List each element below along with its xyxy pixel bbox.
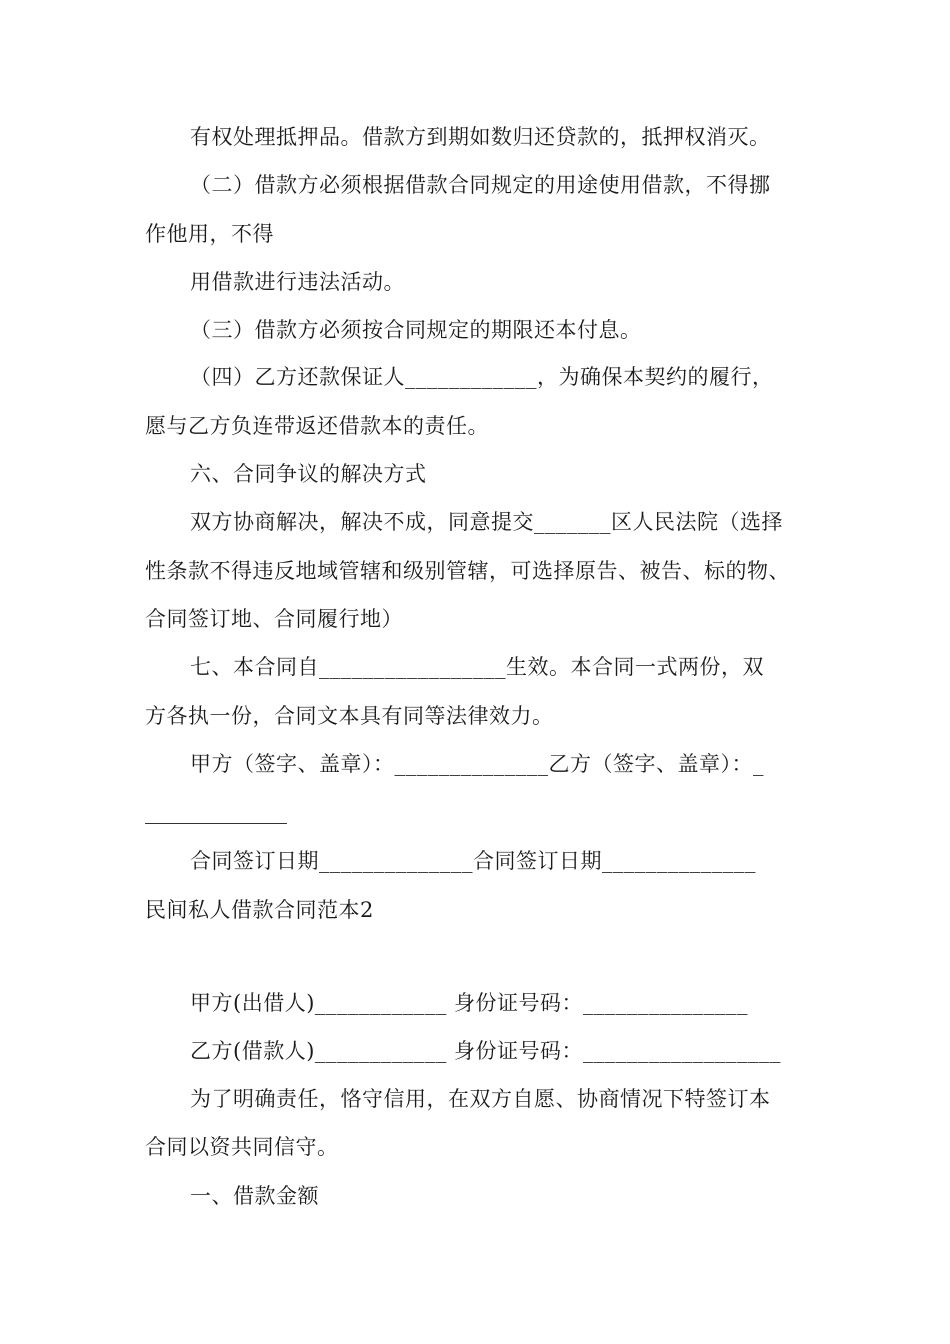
paragraph-line: 愿与乙方负连带返还借款本的责任。: [145, 414, 489, 438]
paragraph-line: 为了明确责任，恪守信用，在双方自愿、协商情况下特签订本: [190, 1087, 771, 1111]
paragraph-line: 有权处理抵押品。借款方到期如数归还贷款的，抵押权消灭。: [190, 125, 771, 149]
paragraph-line: 合同签订地、合同履行地）: [145, 607, 403, 631]
section-heading: 一、借款金额: [190, 1184, 319, 1208]
paragraph-line: 合同以资共同信守。: [145, 1135, 339, 1159]
section-heading: 六、合同争议的解决方式: [190, 462, 427, 486]
paragraph-line: 双方协商解决，解决不成，同意提交_______区人民法院（选择: [190, 510, 783, 534]
party-a-line: 甲方(出借人)____________ 身份证号码：_______________: [190, 991, 749, 1015]
paragraph-line: 用借款进行违法活动。: [190, 270, 405, 294]
paragraph-line: 七、本合同自_________________生效。本合同一式两份，双: [190, 655, 764, 679]
paragraph-line: （二）借款方必须根据借款合同规定的用途使用借款，不得挪: [190, 173, 771, 197]
paragraph-line: 作他用，不得: [145, 222, 274, 246]
document-title: 民间私人借款合同范本2: [145, 898, 374, 922]
signature-line: 甲方（签字、盖章）：______________乙方（签字、盖章）：_: [190, 752, 764, 776]
party-b-line: 乙方(借款人)____________ 身份证号码：__________________: [190, 1039, 782, 1063]
signature-blank-rule: [145, 823, 287, 824]
paragraph-line: 方各执一份，合同文本具有同等法律效力。: [145, 704, 554, 728]
paragraph-line: 性条款不得违反地域管辖和级别管辖，可选择原告、被告、标的物、: [145, 559, 790, 583]
paragraph-line: （三）借款方必须按合同规定的期限还本付息。: [190, 318, 642, 342]
paragraph-line: （四）乙方还款保证人____________，为确保本契约的履行，: [190, 365, 774, 389]
signing-date-line: 合同签订日期______________合同签订日期______________: [190, 849, 756, 873]
